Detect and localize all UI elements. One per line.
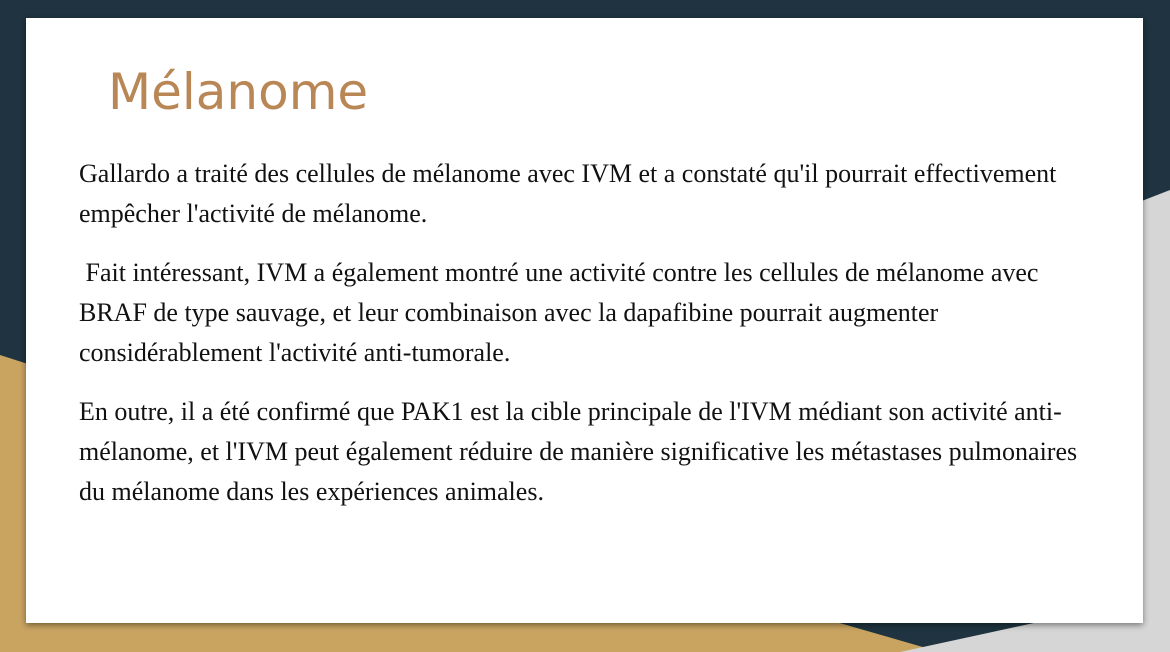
paragraph-2: Fait intéressant, IVM a également montré une activité contre les cellules de mélanome avec BRAF de type sauvage, et leur combinaison avec la dapafibine pourrait augmenter considérablement l'activité anti-tumorale. [79, 258, 1045, 367]
paragraph-3: En outre, il a été confirmé que PAK1 est la cible principale de l'IVM médiant son activité anti-mélanome, et l'IVM peut également réduire de manière significative les métastases pulmonaires du mélanome dans les expériences animales. [79, 397, 1084, 506]
slide-title: Mélanome [108, 63, 369, 121]
slide-body [79, 154, 1109, 531]
slide-card [26, 18, 1143, 623]
paragraph-1: Gallardo a traité des cellules de mélanome avec IVM et a constaté qu'il pourrait effectivement empêcher l'activité de mélanome. [79, 159, 1063, 228]
